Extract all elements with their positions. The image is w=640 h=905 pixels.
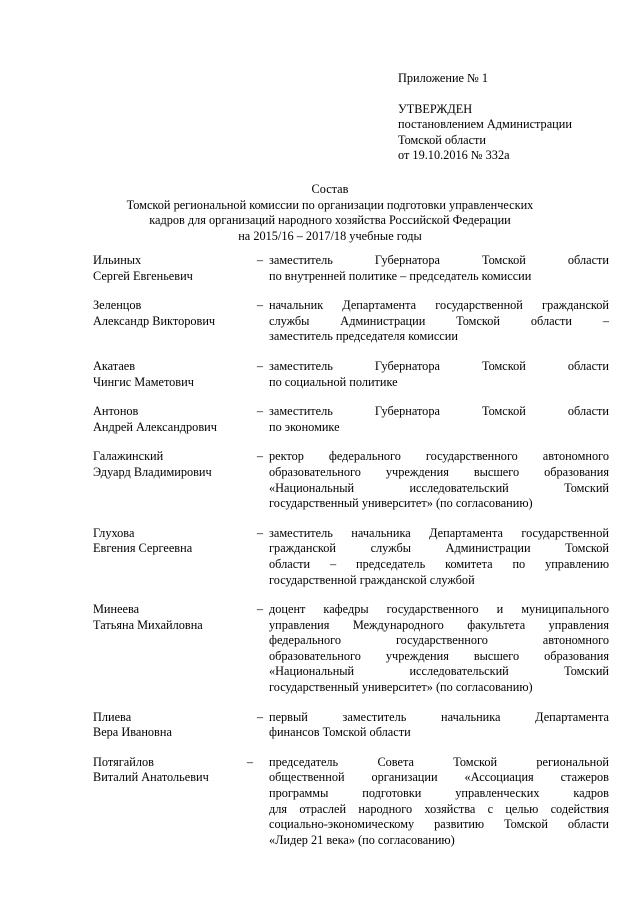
member-role-line: по социальной политике — [269, 374, 398, 389]
member-role-line: заместитель Губернатора Томской области — [269, 404, 609, 419]
member-surname: Ильиных — [93, 253, 142, 267]
member-entry — [93, 298, 613, 345]
member-role — [269, 298, 609, 345]
member-name — [93, 710, 253, 741]
member-role-line: государственный университет» (по согласованию) — [269, 496, 533, 511]
member-dash: – — [256, 449, 264, 464]
member-dash: – — [256, 525, 264, 540]
member-surname: Глухова — [93, 525, 135, 540]
approved-label: УТВЕРЖДЕН — [398, 101, 473, 116]
member-role-line: службы Администрации Томской области – — [269, 313, 609, 328]
member-given-name: Андрей Александрович — [93, 419, 217, 434]
member-role-line: доцент кафедры государственного и муниципального — [269, 602, 609, 617]
member-role-line: «Национальный исследовательский Томский — [269, 480, 609, 495]
title-line-3: кадров для организаций народного хозяйства Российской Федерации — [149, 213, 511, 228]
member-role-line: заместитель председателя комиссии — [269, 329, 458, 344]
member-role-line: по экономике — [269, 419, 340, 434]
member-role-line: заместитель Губернатора Томской области — [269, 358, 609, 373]
member-surname: Плиева — [93, 709, 132, 724]
member-surname: Галажинский — [93, 449, 164, 464]
member-role-line: финансов Томской области — [269, 725, 411, 740]
member-role — [269, 449, 609, 511]
member-entry — [93, 710, 613, 741]
member-given-name: Татьяна Михайловна — [93, 617, 203, 632]
member-role-line: для отраслей народного хозяйства с целью содействия — [269, 801, 609, 816]
member-role-line: социально-экономическому развитию Томской области — [269, 817, 609, 832]
member-role-line: начальник Департамента государственной гражданской — [269, 298, 609, 313]
member-role-line: управления Международного факультета управления — [269, 617, 609, 632]
approval-line-3: от 19.10.2016 № 332а — [398, 148, 510, 163]
member-role-line: «Лидер 21 века» (по согласованию) — [269, 832, 455, 847]
member-list — [93, 253, 613, 862]
member-role-line: по внутренней политике – председатель комиссии — [269, 268, 532, 283]
member-name — [93, 755, 253, 786]
member-surname: Потягайлов — [93, 754, 154, 769]
member-surname: Минеева — [93, 602, 140, 617]
member-role — [269, 359, 609, 390]
member-entry — [93, 404, 613, 435]
member-role-line: образовательного учреждения высшего образования — [269, 464, 609, 479]
document-title — [80, 182, 580, 244]
member-given-name: Вера Ивановна — [93, 725, 172, 740]
member-dash: – — [256, 602, 264, 617]
member-name — [93, 253, 253, 284]
member-role — [269, 755, 609, 849]
member-role-line: государственной гражданской службой — [269, 572, 475, 587]
member-given-name: Виталий Анатольевич — [93, 770, 209, 785]
member-dash: – — [256, 358, 264, 373]
member-role — [269, 404, 609, 435]
member-given-name: Александр Викторович — [93, 313, 216, 328]
member-role-line: первый заместитель начальника Департамента — [269, 709, 609, 724]
member-name — [93, 449, 253, 480]
member-name — [93, 526, 253, 557]
member-dash: – — [256, 709, 264, 724]
member-role — [269, 602, 609, 696]
member-surname: Антонов — [93, 404, 139, 419]
member-dash: – — [256, 253, 264, 267]
member-role-line: области – председатель комитета по управлению — [269, 556, 609, 571]
member-entry — [93, 602, 613, 696]
member-name — [93, 359, 253, 390]
appendix-label: Приложение № 1 — [398, 71, 489, 85]
member-given-name: Эдуард Владимирович — [93, 464, 212, 479]
member-dash: – — [246, 754, 254, 769]
title-line-4: на 2015/16 – 2017/18 учебные годы — [238, 228, 422, 243]
member-entry — [93, 755, 613, 849]
member-given-name: Чингис Маметович — [93, 374, 194, 389]
approval-block — [398, 71, 613, 164]
approval-line-1: постановлением Администрации — [398, 117, 572, 132]
member-entry — [93, 449, 613, 511]
member-role-line: гражданской службы Администрации Томской — [269, 541, 609, 556]
member-role — [269, 253, 609, 284]
member-given-name: Евгения Сергеевна — [93, 541, 193, 556]
member-role-line: председатель Совета Томской региональной — [269, 754, 609, 769]
member-surname: Акатаев — [93, 358, 136, 373]
member-role-line: федерального государственного автономного — [269, 633, 609, 648]
member-role-line: образовательного учреждения высшего образования — [269, 648, 609, 663]
member-dash: – — [256, 404, 264, 419]
spacer — [398, 87, 613, 102]
title-line-2: Томской региональной комиссии по организации подготовки управленческих — [126, 197, 534, 212]
title-line-1: Состав — [311, 182, 349, 196]
member-role-line: заместитель начальника Департамента государственной — [269, 525, 609, 540]
member-name — [93, 602, 253, 633]
member-role-line: общественной организации «Ассоциация стажеров — [269, 770, 609, 785]
member-role-line: государственный университет» (по согласованию) — [269, 680, 533, 695]
approval-line-2: Томской области — [398, 132, 486, 147]
member-entry — [93, 253, 613, 284]
member-given-name: Сергей Евгеньевич — [93, 268, 193, 283]
member-role — [269, 526, 609, 588]
member-entry — [93, 359, 613, 390]
member-dash: – — [256, 298, 264, 313]
member-role-line: «Национальный исследовательский Томский — [269, 664, 609, 679]
member-surname: Зеленцов — [93, 298, 142, 313]
member-role-line: ректор федерального государственного автономного — [269, 449, 609, 464]
member-role-line: заместитель Губернатора Томской области — [269, 253, 609, 267]
member-entry — [93, 526, 613, 588]
member-role — [269, 710, 609, 741]
member-name — [93, 404, 253, 435]
member-role-line: программы подготовки управленческих кадров — [269, 786, 609, 801]
member-name — [93, 298, 253, 329]
